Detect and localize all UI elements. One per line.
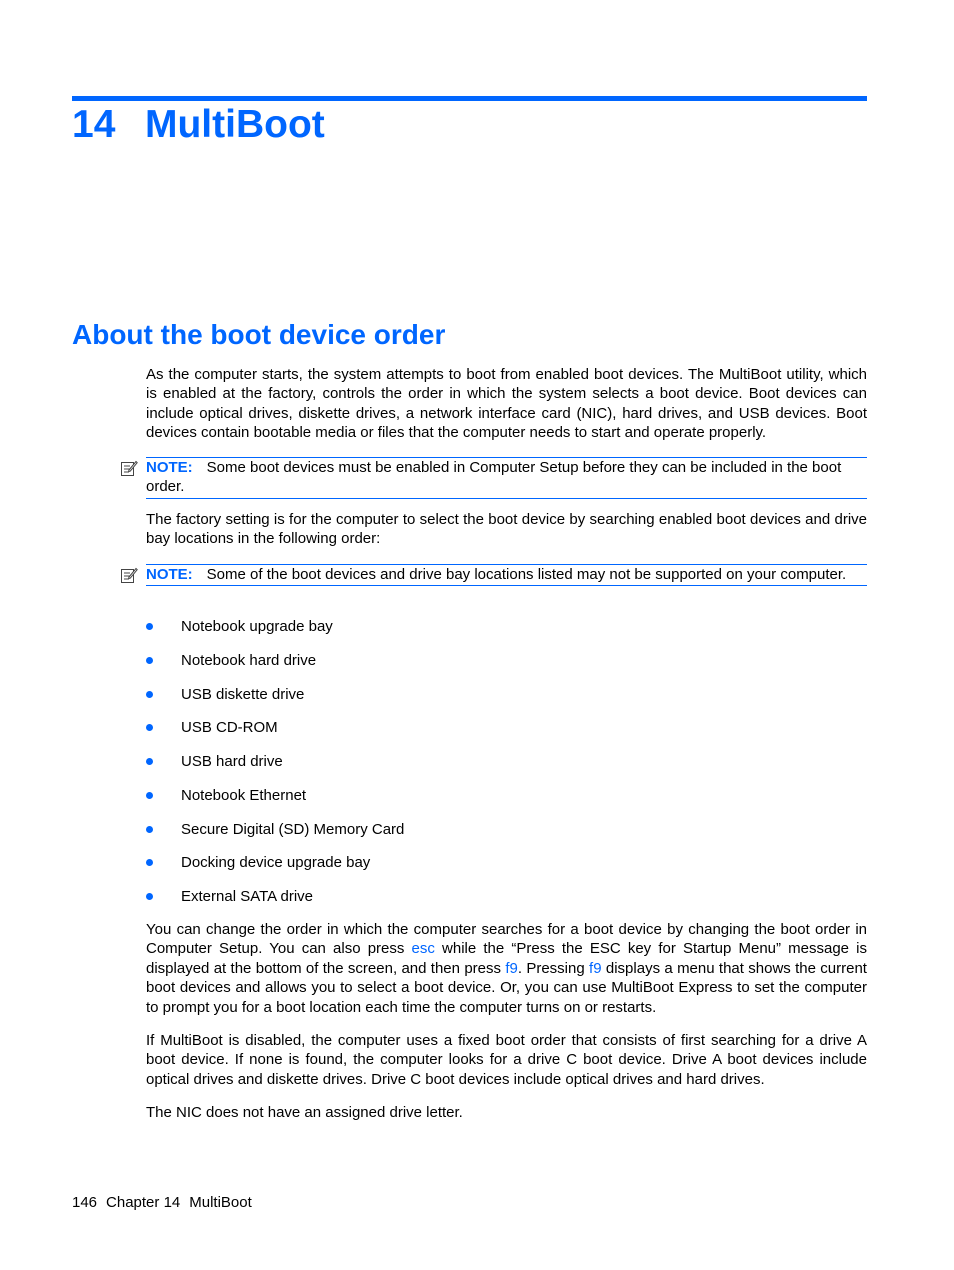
boot-order-list [146,617,404,921]
footer-title: MultiBoot [189,1194,252,1211]
bullet-icon [146,724,153,731]
chapter-name: MultiBoot [145,103,325,146]
esc-key-link[interactable]: esc [411,940,435,958]
bullet-icon [146,623,153,630]
change-order-paragraph: You can change the order in which the computer searches for a boot device by changing the boot order in Computer Setup. You can also press esc while the “Press the ESC key for Startup Menu” message is displayed at the bottom of the screen, and then press f9. Pressing f9 displays a menu that shows the current boot devices and allows you to select a boot device. Or, you can use MultiBoot Express to set the computer to prompt you for a boot location each time the computer turns on or restarts. [146,921,867,1016]
page-number: 146 [72,1194,98,1211]
note-text: Some boot devices must be enabled in Computer Setup before they can be included in the boot order. [146,459,842,496]
list-item [146,820,404,854]
nic-paragraph: The NIC does not have an assigned drive letter. [146,1104,463,1121]
factory-setting-paragraph: The factory setting is for the computer to select the boot device by searching enabled boot devices and drive bay locations in the following order: [146,511,867,548]
list-item [146,617,404,651]
list-item-text: USB hard drive [181,753,283,770]
list-item-text: USB diskette drive [181,685,305,703]
list-item [146,853,404,887]
list-item-text: USB CD-ROM [181,719,278,737]
note-box [146,457,867,499]
f9-key-link[interactable]: f9 [505,959,518,977]
page-footer [72,1193,261,1212]
intro-paragraph: As the computer starts, the system attempts to boot from enabled boot devices. The MultiBoot utility, which is enabled at the factory, controls the order in which the system selects a boot device. Boot devices can include optical drives, diskette drives, a network interface card (NIC), hard drives, and USB devices. Boot devices contain bootable media or files that the computer needs to start and operate properly. [146,366,867,442]
note-text: Some of the boot devices and drive bay locations listed may not be supported on your computer. [206,566,847,583]
list-item [146,752,404,786]
bullet-icon [146,792,153,799]
note-label: NOTE: [146,566,193,583]
list-item [146,887,404,921]
note-icon [120,566,138,584]
multiboot-disabled-paragraph: If MultiBoot is disabled, the computer uses a fixed boot order that consists of first searching for a drive A boot device. If none is found, the computer looks for a drive C boot device. Drive A boot devices include optical drives and diskette drives. Drive C boot devices include optical drives and hard drives. [146,1032,867,1088]
note-box [146,564,867,586]
section-title: About the boot device order [72,319,446,350]
chapter-title [72,101,325,149]
bullet-icon [146,758,153,765]
bullet-icon [146,826,153,833]
list-item-text: External SATA drive [181,888,313,905]
note-icon [120,459,138,477]
f9-key-link[interactable]: f9 [589,959,602,977]
note-label: NOTE: [146,459,193,476]
bullet-icon [146,859,153,866]
list-item-text: Secure Digital (SD) Memory Card [181,820,405,838]
list-item [146,718,404,752]
list-item-text: Docking device upgrade bay [181,854,371,872]
footer-chapter: Chapter 14 [106,1194,181,1211]
list-item-text: Notebook Ethernet [181,786,307,804]
list-item [146,685,404,719]
chapter-number: 14 [72,103,116,146]
bullet-icon [146,691,153,698]
list-item-text: Notebook upgrade bay [181,618,333,635]
bullet-icon [146,893,153,900]
list-item-text: Notebook hard drive [181,651,317,669]
list-item [146,786,404,820]
bullet-icon [146,657,153,664]
list-item [146,651,404,685]
